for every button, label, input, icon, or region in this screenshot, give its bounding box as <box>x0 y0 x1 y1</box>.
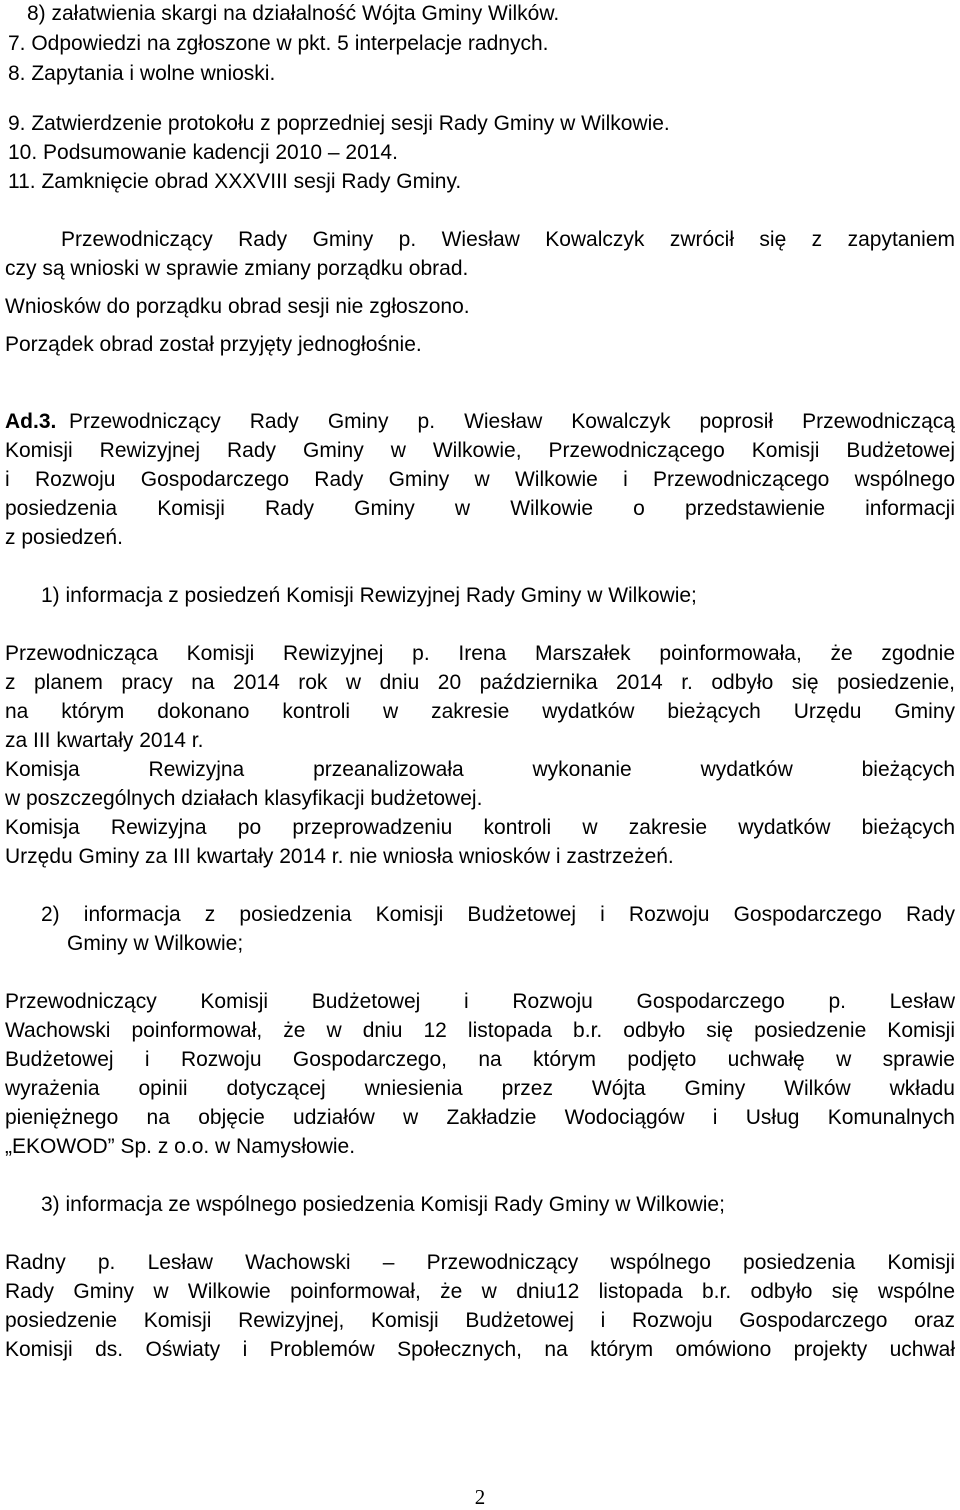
paragraph-line: Radny p. Lesław Wachowski – Przewodniczący wspólnego posiedzenia Komisji <box>5 1251 955 1274</box>
paragraph-line: i Rozwoju Gospodarczego Rady Gminy w Wilkowie i Przewodniczącego wspólnego <box>5 468 955 491</box>
paragraph-line: Urzędu Gminy za III kwartały 2014 r. nie wniosła wniosków i zastrzeżeń. <box>5 845 674 868</box>
paragraph-line: wyrażenia opinii dotyczącej wniesienia przez Wójta Gminy Wilków wkładu <box>5 1077 955 1100</box>
section-label: Ad.3. <box>5 410 57 433</box>
paragraph-line: Rady Gminy w Wilkowie poinformował, że w dniu12 listopada b.r. odbyło się wspólne <box>5 1280 955 1303</box>
agenda-item: 8. Zapytania i wolne wnioski. <box>8 62 276 85</box>
agenda-item: 11. Zamknięcie obrad XXXVIII sesji Rady Gminy. <box>8 170 462 193</box>
agenda-item: 10. Podsumowanie kadencji 2010 – 2014. <box>8 141 398 164</box>
paragraph-line: Przewodniczący Rady Gminy p. Wiesław Kowalczyk zwrócił się z zapytaniem <box>61 228 955 251</box>
paragraph-line: Komisji ds. Oświaty i Problemów Społecznych, na którym omówiono projekty uchwał <box>5 1338 955 1361</box>
agenda-item: 8) załatwienia skargi na działalność Wójta Gminy Wilków. <box>27 2 560 25</box>
paragraph-line: Przewodniczący Komisji Budżetowej i Rozwoju Gospodarczego p. Lesław <box>5 990 955 1013</box>
paragraph-line: Komisji Rewizyjnej Rady Gminy w Wilkowie, Przewodniczącego Komisji Budżetowej <box>5 439 955 462</box>
paragraph-line: Budżetowej i Rozwoju Gospodarczego, na którym podjęto uchwałę w sprawie <box>5 1048 955 1071</box>
paragraph-line: Komisja Rewizyjna przeanalizowała wykonanie wydatków bieżących <box>5 758 955 781</box>
paragraph: Wniosków do porządku obrad sesji nie zgłoszono. <box>5 295 470 318</box>
paragraph-line: Przewodniczący Rady Gminy p. Wiesław Kowalczyk poprosił Przewodniczącą <box>69 410 955 433</box>
paragraph-line: czy są wnioski w sprawie zmiany porządku obrad. <box>5 257 469 280</box>
paragraph-line: za III kwartały 2014 r. <box>5 729 204 752</box>
section-heading: 2) informacja z posiedzenia Komisji Budżetowej i Rozwoju Gospodarczego Rady <box>41 903 955 926</box>
paragraph-line: posiedzenia Komisji Rady Gminy w Wilkowie o przedstawienie informacji <box>5 497 955 520</box>
paragraph-line: na którym dokonano kontroli w zakresie wydatków bieżących Urzędu Gminy <box>5 700 955 723</box>
paragraph-line: pieniężnego na objęcie udziałów w Zakładzie Wodociągów i Usług Komunalnych <box>5 1106 955 1129</box>
section-heading: Gminy w Wilkowie; <box>67 932 244 955</box>
agenda-item: 9. Zatwierdzenie protokołu z poprzedniej sesji Rady Gminy w Wilkowie. <box>8 112 670 135</box>
section-heading: 3) informacja ze wspólnego posiedzenia Komisji Rady Gminy w Wilkowie; <box>41 1193 725 1216</box>
paragraph-line: „EKOWOD” Sp. z o.o. w Namysłowie. <box>5 1135 356 1158</box>
paragraph-line: w poszczególnych działach klasyfikacji budżetowej. <box>5 787 483 810</box>
paragraph-line: Komisja Rewizyjna po przeprowadzeniu kontroli w zakresie wydatków bieżących <box>5 816 955 839</box>
paragraph-line: z planem pracy na 2014 rok w dniu 20 października 2014 r. odbyło się posiedzenie, <box>5 671 955 694</box>
paragraph-line: z posiedzeń. <box>5 526 123 549</box>
paragraph-line: posiedzenie Komisji Rewizyjnej, Komisji Budżetowej i Rozwoju Gospodarczego oraz <box>5 1309 955 1332</box>
paragraph: Porządek obrad został przyjęty jednogłośnie. <box>5 333 422 356</box>
page-number: 2 <box>474 1485 486 1509</box>
section-heading: 1) informacja z posiedzeń Komisji Rewizyjnej Rady Gminy w Wilkowie; <box>41 584 697 607</box>
paragraph-line: Wachowski poinformował, że w dniu 12 listopada b.r. odbyło się posiedzenie Komisji <box>5 1019 955 1042</box>
agenda-item: 7. Odpowiedzi na zgłoszone w pkt. 5 interpelacje radnych. <box>8 32 549 55</box>
paragraph-line: Przewodnicząca Komisji Rewizyjnej p. Irena Marszałek poinformowała, że zgodnie <box>5 642 955 665</box>
